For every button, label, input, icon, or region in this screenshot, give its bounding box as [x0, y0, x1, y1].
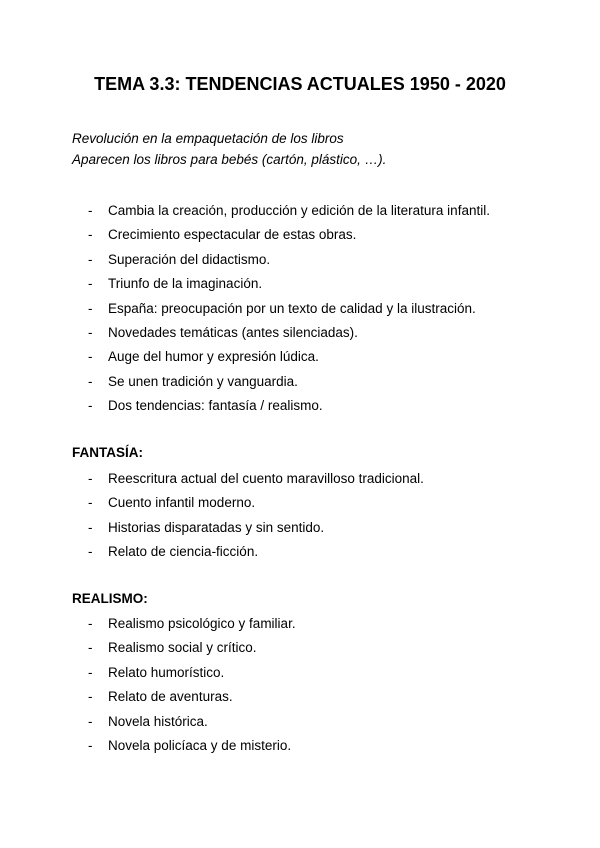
- list-item-text: Historias disparatadas y sin sentido.: [108, 519, 325, 535]
- bullet-dash: -: [88, 349, 93, 365]
- bullet-dash: -: [88, 713, 93, 729]
- list-item-text: Realismo social y crítico.: [108, 640, 257, 656]
- list-item-text: Relato de ciencia-ficción.: [108, 544, 259, 560]
- bullet-dash: -: [88, 495, 93, 511]
- fantasia-heading: FANTASÍA:: [72, 445, 143, 460]
- page-title: TEMA 3.3: TENDENCIAS ACTUALES 1950 - 2020: [94, 74, 506, 94]
- bullet-dash: -: [88, 324, 93, 340]
- list-item: [88, 636, 296, 660]
- bullet-dash: -: [88, 737, 93, 753]
- intro-line: Aparecen los libros para bebés (cartón, plástico, …).: [72, 152, 387, 167]
- list-item: [88, 297, 490, 321]
- bullet-dash: -: [88, 544, 93, 560]
- list-item: [88, 710, 296, 734]
- bullet-dash: -: [88, 616, 93, 631]
- list-item: [88, 370, 490, 394]
- realismo-list: [88, 612, 296, 758]
- bullet-dash: -: [88, 398, 93, 414]
- list-item: [88, 272, 490, 296]
- bullet-dash: -: [88, 373, 93, 389]
- main-trends-list: [88, 199, 490, 419]
- list-item: [88, 345, 490, 369]
- list-item: [88, 321, 490, 345]
- list-item: [88, 685, 296, 709]
- list-item-text: Novedades temáticas (antes silenciadas).: [108, 324, 358, 340]
- bullet-dash: -: [88, 227, 93, 243]
- list-item-text: España: preocupación por un texto de calidad y la ilustración.: [108, 300, 476, 316]
- list-item-text: Relato humorístico.: [108, 664, 225, 680]
- list-item: [88, 540, 424, 564]
- intro-text: [72, 128, 386, 170]
- list-item-text: Dos tendencias: fantasía / realismo.: [108, 398, 323, 414]
- bullet-dash: -: [88, 471, 93, 486]
- list-item: [88, 223, 490, 247]
- list-item: [88, 612, 296, 636]
- bullet-dash: -: [88, 689, 93, 705]
- intro-line: Revolución en la empaquetación de los libros: [72, 131, 344, 146]
- bullet-dash: -: [88, 519, 93, 535]
- bullet-dash: -: [88, 664, 93, 680]
- list-item-text: Triunfo de la imaginación.: [108, 276, 263, 292]
- list-item: [88, 467, 424, 491]
- bullet-dash: -: [88, 640, 93, 656]
- list-item: [88, 248, 490, 272]
- bullet-dash: -: [88, 251, 93, 267]
- list-item-text: Crecimiento espectacular de estas obras.: [108, 227, 357, 243]
- list-item-text: Cuento infantil moderno.: [108, 495, 256, 511]
- list-item: [88, 661, 296, 685]
- list-item: [88, 199, 490, 223]
- list-item-text: Realismo psicológico y familiar.: [108, 616, 296, 631]
- list-item-text: Superación del didactismo.: [108, 251, 271, 267]
- list-item: [88, 394, 490, 418]
- list-item: [88, 491, 424, 515]
- list-item-text: Relato de aventuras.: [108, 689, 233, 705]
- list-item-text: Auge del humor y expresión lúdica.: [108, 349, 319, 365]
- realismo-heading: REALISMO:: [72, 591, 148, 606]
- list-item-text: Se unen tradición y vanguardia.: [108, 373, 298, 389]
- bullet-dash: -: [88, 276, 93, 292]
- list-item-text: Reescritura actual del cuento maravilloso tradicional.: [108, 471, 424, 486]
- list-item-text: Novela histórica.: [108, 713, 208, 729]
- list-item-text: Cambia la creación, producción y edición de la literatura infantil.: [108, 203, 490, 218]
- list-item-text: Novela policíaca y de misterio.: [108, 737, 292, 753]
- bullet-dash: -: [88, 300, 93, 316]
- list-item: [88, 516, 424, 540]
- list-item: [88, 734, 296, 758]
- bullet-dash: -: [88, 203, 93, 218]
- fantasia-list: [88, 467, 424, 565]
